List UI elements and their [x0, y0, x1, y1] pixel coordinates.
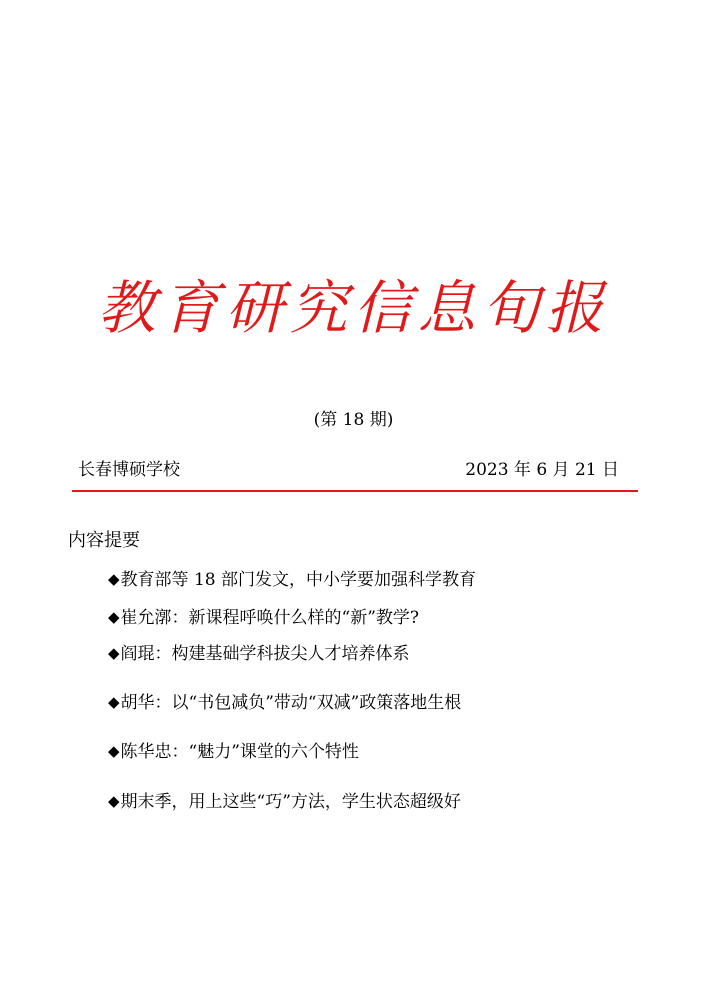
- contents-item-text: 陈华忠：“魅力”课堂的六个特性: [120, 742, 359, 762]
- contents-item-text: 阎琨：构建基础学科拔尖人才培养体系: [120, 644, 410, 664]
- school-name: 长春博硕学校: [78, 460, 180, 480]
- issue-number: (第 18 期): [313, 410, 394, 430]
- contents-item-text: 胡华：以“书包减负”带动“双减”政策落地生根: [120, 693, 462, 713]
- contents-item-text: 崔允漷：新课程呼唤什么样的“新”教学?: [120, 608, 420, 628]
- diamond-icon: ◆: [108, 792, 120, 810]
- diamond-icon: ◆: [108, 644, 120, 662]
- issue-date: 2023 年 6 月 21 日: [465, 460, 619, 480]
- contents-title: 内容提要: [68, 530, 140, 551]
- diamond-icon: ◆: [108, 608, 120, 626]
- contents-item: [108, 689, 461, 716]
- header-divider: [72, 490, 638, 492]
- diamond-icon: ◆: [108, 570, 120, 588]
- diamond-icon: ◆: [108, 742, 120, 760]
- contents-item: [108, 604, 419, 631]
- contents-item: [108, 788, 461, 815]
- contents-item: [108, 738, 359, 765]
- contents-item-text: 期末季，用上这些“巧”方法，学生状态超级好: [120, 792, 461, 812]
- contents-item-text: 教育部等 18 部门发文，中小学要加强科学教育: [120, 570, 476, 590]
- contents-item: [108, 566, 476, 593]
- diamond-icon: ◆: [108, 693, 120, 711]
- contents-item: [108, 640, 410, 667]
- masthead-title: 教育研究信息旬报: [97, 274, 610, 342]
